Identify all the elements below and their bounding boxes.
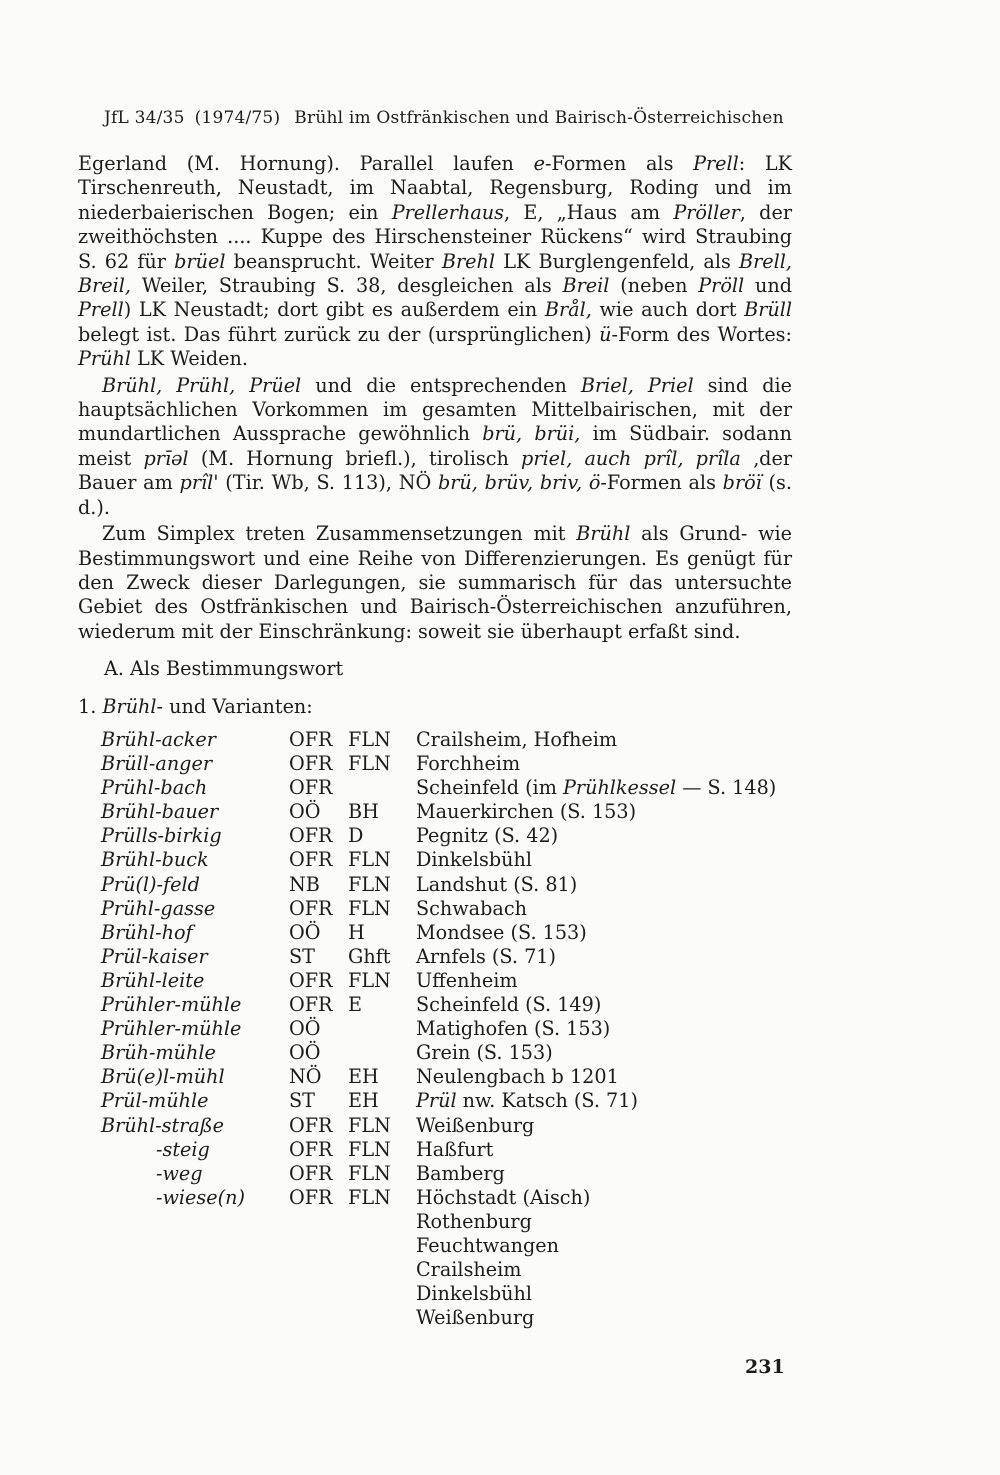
entry-region: OFR [289, 896, 333, 920]
table-row [0, 824, 1000, 848]
entry-word: Brühl-straße [101, 1113, 224, 1137]
entry-type: FLN [348, 1161, 391, 1185]
table-row [0, 1162, 1000, 1186]
entry-place: Mondsee (S. 153) [416, 920, 587, 944]
table-row [0, 1041, 1000, 1065]
entry-word: Brühl-bauer [101, 800, 219, 824]
entry-region: ST [289, 1089, 315, 1113]
entry-region: OFR [289, 848, 333, 872]
entry-place: Weißenburg [416, 1113, 535, 1137]
entry-region: ST [289, 944, 315, 968]
table-row [0, 728, 1000, 752]
entry-place: Haßfurt [416, 1137, 494, 1161]
journal-years: (1974/75) [194, 108, 281, 128]
entry-word: Brüll-anger [101, 752, 212, 776]
entry-region: OÖ [289, 1041, 321, 1065]
entry-word: Prühl-gasse [101, 896, 216, 920]
paragraph: Egerland (M. Hornung). Parallel laufen e-Formen als Prell: LK Tirschenreuth, Neustadt, im Naabtal, Regensburg, Roding und im niederbaierischen Bogen; ein Prellerhaus, E, „Haus am Pröller, der zweithöchsten .... Kuppe des Hirschensteiner Rückens“ wird Straubing S. 62 für brüel beansprucht. Weiter Brehl LK Burglengenfeld, als Brell, Breil, Weiler, Straubing S. 38, desgleichen als Breil (neben Pröll und Prell) LK Neustadt; dort gibt es außerdem ein Brål, wie auch dort Brüll belegt ist. Das führt zurück zu der (ursprünglichen) ü-Form des Wortes: Prühl LK Weiden. [78, 152, 793, 371]
table-row [0, 1234, 1000, 1258]
entry-type: FLN [348, 968, 391, 992]
paragraph: Brühl, Prühl, Prüel und die entsprechenden Briel, Priel sind die hauptsächlichen Vorkommen im gesamten Mittelbairischen, mit der mundartlichen Aussprache gewöhnlich brü, brüi, im Südbair. sodann meist prīəl (M. Hornung briefl.), tirolisch priel, auch prîl, prîla ‚der Bauer am prîl' (Tir. Wb, S. 113), NÖ brü, brüv, briv, ö-Formen als bröï (s. d.). [78, 373, 792, 519]
entry-type: D [348, 824, 364, 848]
table-row [0, 945, 1000, 969]
table-row [0, 1017, 1000, 1041]
entry-type: BH [348, 800, 379, 824]
entry-table [0, 728, 1000, 1330]
entry-type: FLN [348, 848, 391, 872]
entry-type: FLN [348, 728, 391, 751]
entry-region: OFR [289, 776, 333, 800]
entry-place: Crailsheim, Hofheim [416, 728, 618, 751]
entry-region: NB [289, 872, 320, 896]
table-row [0, 1210, 1000, 1234]
entry-place: Uffenheim [416, 968, 518, 992]
table-row [0, 1065, 1000, 1089]
table-row [0, 1186, 1000, 1210]
entry-word: -weg [156, 1161, 203, 1185]
entry-place: Grein (S. 153) [416, 1041, 553, 1065]
entry-type: EH [348, 1065, 379, 1089]
entry-place: Prül nw. Katsch (S. 71) [416, 1089, 638, 1113]
paragraph: Zum Simplex treten Zusammensetzungen mit Brühl als Grund- wie Bestimmungswort und eine Reihe von Differenzierungen. Es genügt für den Zweck dieser Darlegungen, sie summarisch für das untersuchte Gebiet des Ostfränkischen und Bairisch-Österreichischen anzuführen, wiederum mit der Einschränkung: soweit sie überhaupt erfaßt sind. [78, 522, 792, 643]
entry-place: Landshut (S. 81) [416, 872, 578, 896]
entry-type: Ghft [348, 944, 391, 968]
table-row [0, 921, 1000, 945]
entry-place: Crailsheim [416, 1258, 522, 1282]
table-row [0, 1138, 1000, 1162]
entry-place: Scheinfeld (im Prühlkessel — S. 148) [416, 776, 777, 800]
entry-word: Brühl-leite [101, 968, 205, 992]
entry-word: Prül-kaiser [101, 944, 208, 968]
entry-type: FLN [348, 872, 391, 896]
entry-word: Prühl-bach [101, 776, 208, 800]
entry-region: OFR [289, 968, 333, 992]
entry-place: Scheinfeld (S. 149) [416, 993, 602, 1017]
table-row [0, 993, 1000, 1017]
entry-type: FLN [348, 752, 391, 776]
entry-word: Prülls-birkig [101, 824, 222, 848]
entry-place: Bamberg [416, 1161, 505, 1185]
entry-place: Dinkelsbühl [416, 1282, 532, 1306]
table-row [0, 1089, 1000, 1113]
entry-word: Brü(e)l-mühl [101, 1065, 225, 1089]
entry-word: Brühl-hof [101, 920, 193, 944]
entry-place: Neulengbach b 1201 [416, 1065, 619, 1089]
running-header [104, 108, 784, 128]
body-text [78, 152, 792, 644]
journal-label: JfL 34/35 [104, 108, 185, 128]
table-row [0, 752, 1000, 776]
entry-type: H [348, 920, 365, 944]
entry-place: Feuchtwangen [416, 1233, 560, 1257]
entry-type: E [348, 993, 363, 1017]
table-row [0, 969, 1000, 993]
entry-place: Höchstadt (Aisch) [416, 1185, 591, 1209]
entry-region: OFR [289, 728, 333, 751]
table-row [0, 1258, 1000, 1282]
entry-word: Brühl-acker [101, 728, 216, 751]
entry-place: Forchheim [416, 752, 521, 776]
entry-place: Matighofen (S. 153) [416, 1017, 611, 1041]
entry-place: Weißenburg [416, 1306, 535, 1330]
entry-word: Prül-mühle [101, 1089, 209, 1113]
entry-type: FLN [348, 1137, 391, 1161]
entry-word: Prühler-mühle [101, 1017, 242, 1041]
entry-word: Brühl-buck [101, 848, 209, 872]
entry-region: OFR [289, 824, 333, 848]
entry-word: -wiese(n) [156, 1185, 245, 1209]
entry-place: Arnfels (S. 71) [416, 944, 556, 968]
entry-type: FLN [348, 896, 391, 920]
entry-region: OFR [289, 752, 333, 776]
entry-region: NÖ [289, 1065, 322, 1089]
entry-word: Prühler-mühle [101, 993, 242, 1017]
entry-region: OFR [289, 1161, 333, 1185]
entry-region: OFR [289, 1185, 333, 1209]
table-row [0, 1306, 1000, 1330]
entry-word: -steig [156, 1137, 210, 1161]
table-row [0, 848, 1000, 872]
page-number: 231 [745, 1356, 785, 1378]
entry-region: OÖ [289, 920, 321, 944]
entry-place: Rothenburg [416, 1209, 532, 1233]
entry-place: Mauerkirchen (S. 153) [416, 800, 637, 824]
entry-word: Brüh-mühle [101, 1041, 216, 1065]
table-row [0, 776, 1000, 800]
entry-type: EH [348, 1089, 379, 1113]
entry-place: Pegnitz (S. 42) [416, 824, 559, 848]
section-heading: A. Als Bestimmungswort [104, 657, 344, 680]
table-row [0, 1282, 1000, 1306]
table-row [0, 897, 1000, 921]
entry-word: Prü(l)-feld [101, 872, 200, 896]
list-heading: 1. Brühl- und Varianten: [78, 695, 313, 718]
entry-place: Dinkelsbühl [416, 848, 532, 872]
table-row [0, 800, 1000, 824]
entry-place: Schwabach [416, 896, 527, 920]
entry-region: OFR [289, 1137, 333, 1161]
entry-type: FLN [348, 1185, 391, 1209]
entry-region: OFR [289, 993, 333, 1017]
entry-type: FLN [348, 1113, 391, 1137]
table-row [0, 873, 1000, 897]
entry-region: OFR [289, 1113, 333, 1137]
table-row [0, 1114, 1000, 1138]
running-title: Brühl im Ostfränkischen und Bairisch-Österreichischen [294, 108, 784, 128]
entry-region: OÖ [289, 1017, 321, 1041]
entry-region: OÖ [289, 800, 321, 824]
